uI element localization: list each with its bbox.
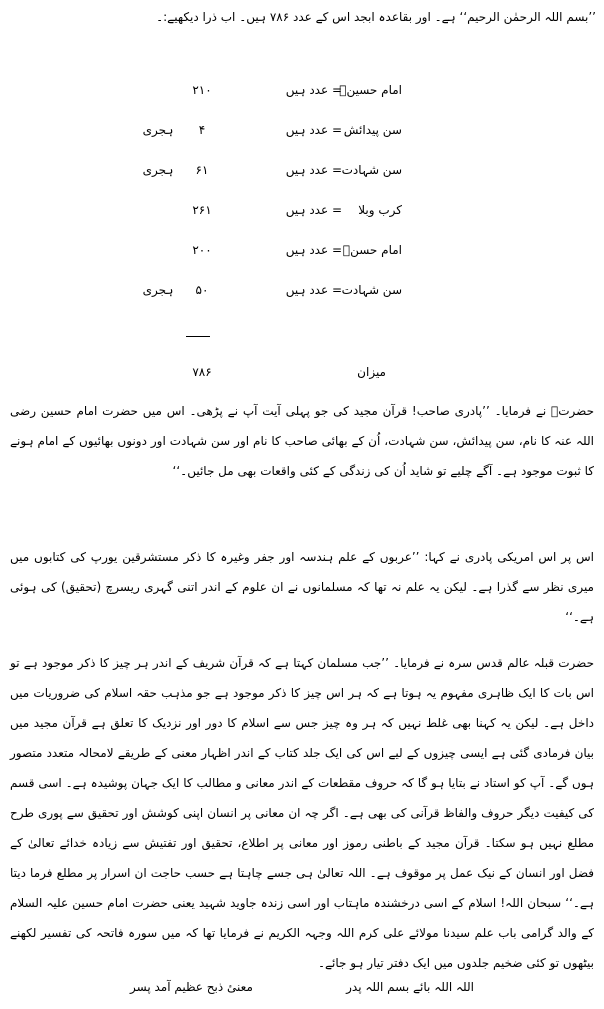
verse-line [0,974,604,1000]
table-row [0,78,604,102]
table-row [0,118,604,142]
verse-right: اللہ اللہ بائے بسم اللہ پدر [346,980,474,994]
row-number: ۶۱ [195,163,209,177]
row-number: ۵۰ [195,283,209,297]
row-number: ۴ [198,123,206,137]
row-equals: = عدد ہیں [285,283,342,297]
row-unit: ہجری [142,283,174,297]
paragraph: اس پر اس امریکی پادری نے کہا: ’’عربوں کے علم ہندسہ اور جفر وغیرہ کا ذکر مستشرقین یورپ کی کتابوں میں میری نظر سے گذرا ہے۔ لیکن یہ علم نہ تھا کہ مسلمانوں نے ان علوم کے اندر اتنی گہری ریسرچ (تحقیق) کی ہوئی ہے۔‘‘ [10,550,594,624]
sum-label: میزان [357,365,386,379]
row-equals: = عدد ہیں [285,163,342,177]
table-row [0,158,604,182]
row-equals: = عدد ہیں [285,123,342,137]
paragraph: حضرتؒ نے فرمایا۔ ’’پادری صاحب! قرآن مجید کی جو پہلی آیت آپ نے پڑھی۔ اس میں حضرت امام حسین رضی اللہ عنہ کا نام، سن پیدائش، سن شہادت، اُن کے بھائی صاحب کا نام اور سن شہادت اور دونوں بھائیوں کے امام ہونے کا ثبوت موجود ہے۔ آگے چلیے تو شاید اُن کی زندگی کے کئی واقعات بھی مل جائیں۔‘‘ [10,404,594,478]
row-label: سن پیدائش [343,123,402,137]
table-row [0,198,604,222]
verse-left: معنیٔ ذبح عظیم آمد پسر [130,980,253,994]
sum-value: ۷۸۶ [192,365,212,379]
row-equals: = عدد ہیں [285,83,342,97]
row-equals: = عدد ہیں [285,243,342,257]
row-unit: ہجری [142,123,174,137]
row-number: ۲۰۰ [192,243,212,257]
row-label: سن شہادت [341,163,402,177]
row-equals: = عدد ہیں [285,203,342,217]
sum-divider [186,336,210,337]
intro-line: ’’بسم اللہ الرحمٰن الرحیم‘‘ ہے۔ اور بقاعدہ ابجد اس کے عدد ۷۸۶ ہیں۔ اب ذرا دیکھیے:۔ [156,10,596,24]
row-label: کرب وبلا [358,203,402,217]
paragraph: حضرت قبلہ عالم قدس سرہ نے فرمایا۔ ’’جب مسلمان کہتا ہے کہ قرآن شریف کے اندر ہر چیز کا ذکر موجود ہے تو اس بات کا ایک ظاہری مفہوم یہ ہوتا ہے کہ ہر اس چیز کا ذکر موجود ہے جو مذہب حقہ اسلام کی ضروریات میں داخل ہے۔ لیکن یہ کہنا بھی غلط نہیں کہ ہر وہ چیز جس سے اسلام کا دور اور نزدیک کا تعلق ہے قرآن مجید میں بیان فرمادی گئی ہے ایسی چیزوں کے لیے اس کی ایک جلد کتاب کے اندر اظہار معنی کے طریقے لامحالہ متعدد متصور ہوں گے۔ آپ کو استاد نے بتایا ہو گا کہ حروف مقطعات کے اندر معانی و مطالب کا ایک جہان پوشیدہ ہے۔ اسی قسم کی کیفیت دیگر حروف والفاظ قرآنی کی بھی ہے۔ اگر چہ ان معانی پر انسان اپنی کوشش اور تحقیق سے پوری طرح مطلع نہیں ہو سکتا۔ قرآن مجید کے باطنی رموز اور معانی پر اطلاع، تحقیق اور تفتیش سے زیادہ خدائے تعالیٰ کے فضل اور انسان کے نیک عمل پر موقوف ہے۔ اللہ تعالیٰ ہی جسے چاہتا ہے حسب حاجت ان اسرار پر مطلع فرما دیتا ہے۔‘‘ سبحان اللہ! اسلام کے اسی درخشندہ ماہتاب اور اسی زندہ جاوید شہید یعنی حضرت امام حسین علیہ السلام کے والد گرامی باب علم سیدنا مولائے علی کرم اللہ وجہہ الکریم نے فرمایا تھا کہ میں سورہ فاتحہ کی تفسیر لکھنے بیٹھوں تو کئی ضخیم جلدوں میں ایک دفتر تیار ہو جائے۔ [10,656,594,970]
row-label: امام حسنؑ [342,243,402,257]
row-label: امام حسینؑ [339,83,402,97]
row-unit: ہجری [142,163,174,177]
row-label: سن شہادت [341,283,402,297]
sum-row [0,360,604,384]
table-row [0,278,604,302]
table-row [0,238,604,262]
row-number: ۲۱۰ [192,83,212,97]
row-number: ۲۶۱ [192,203,212,217]
